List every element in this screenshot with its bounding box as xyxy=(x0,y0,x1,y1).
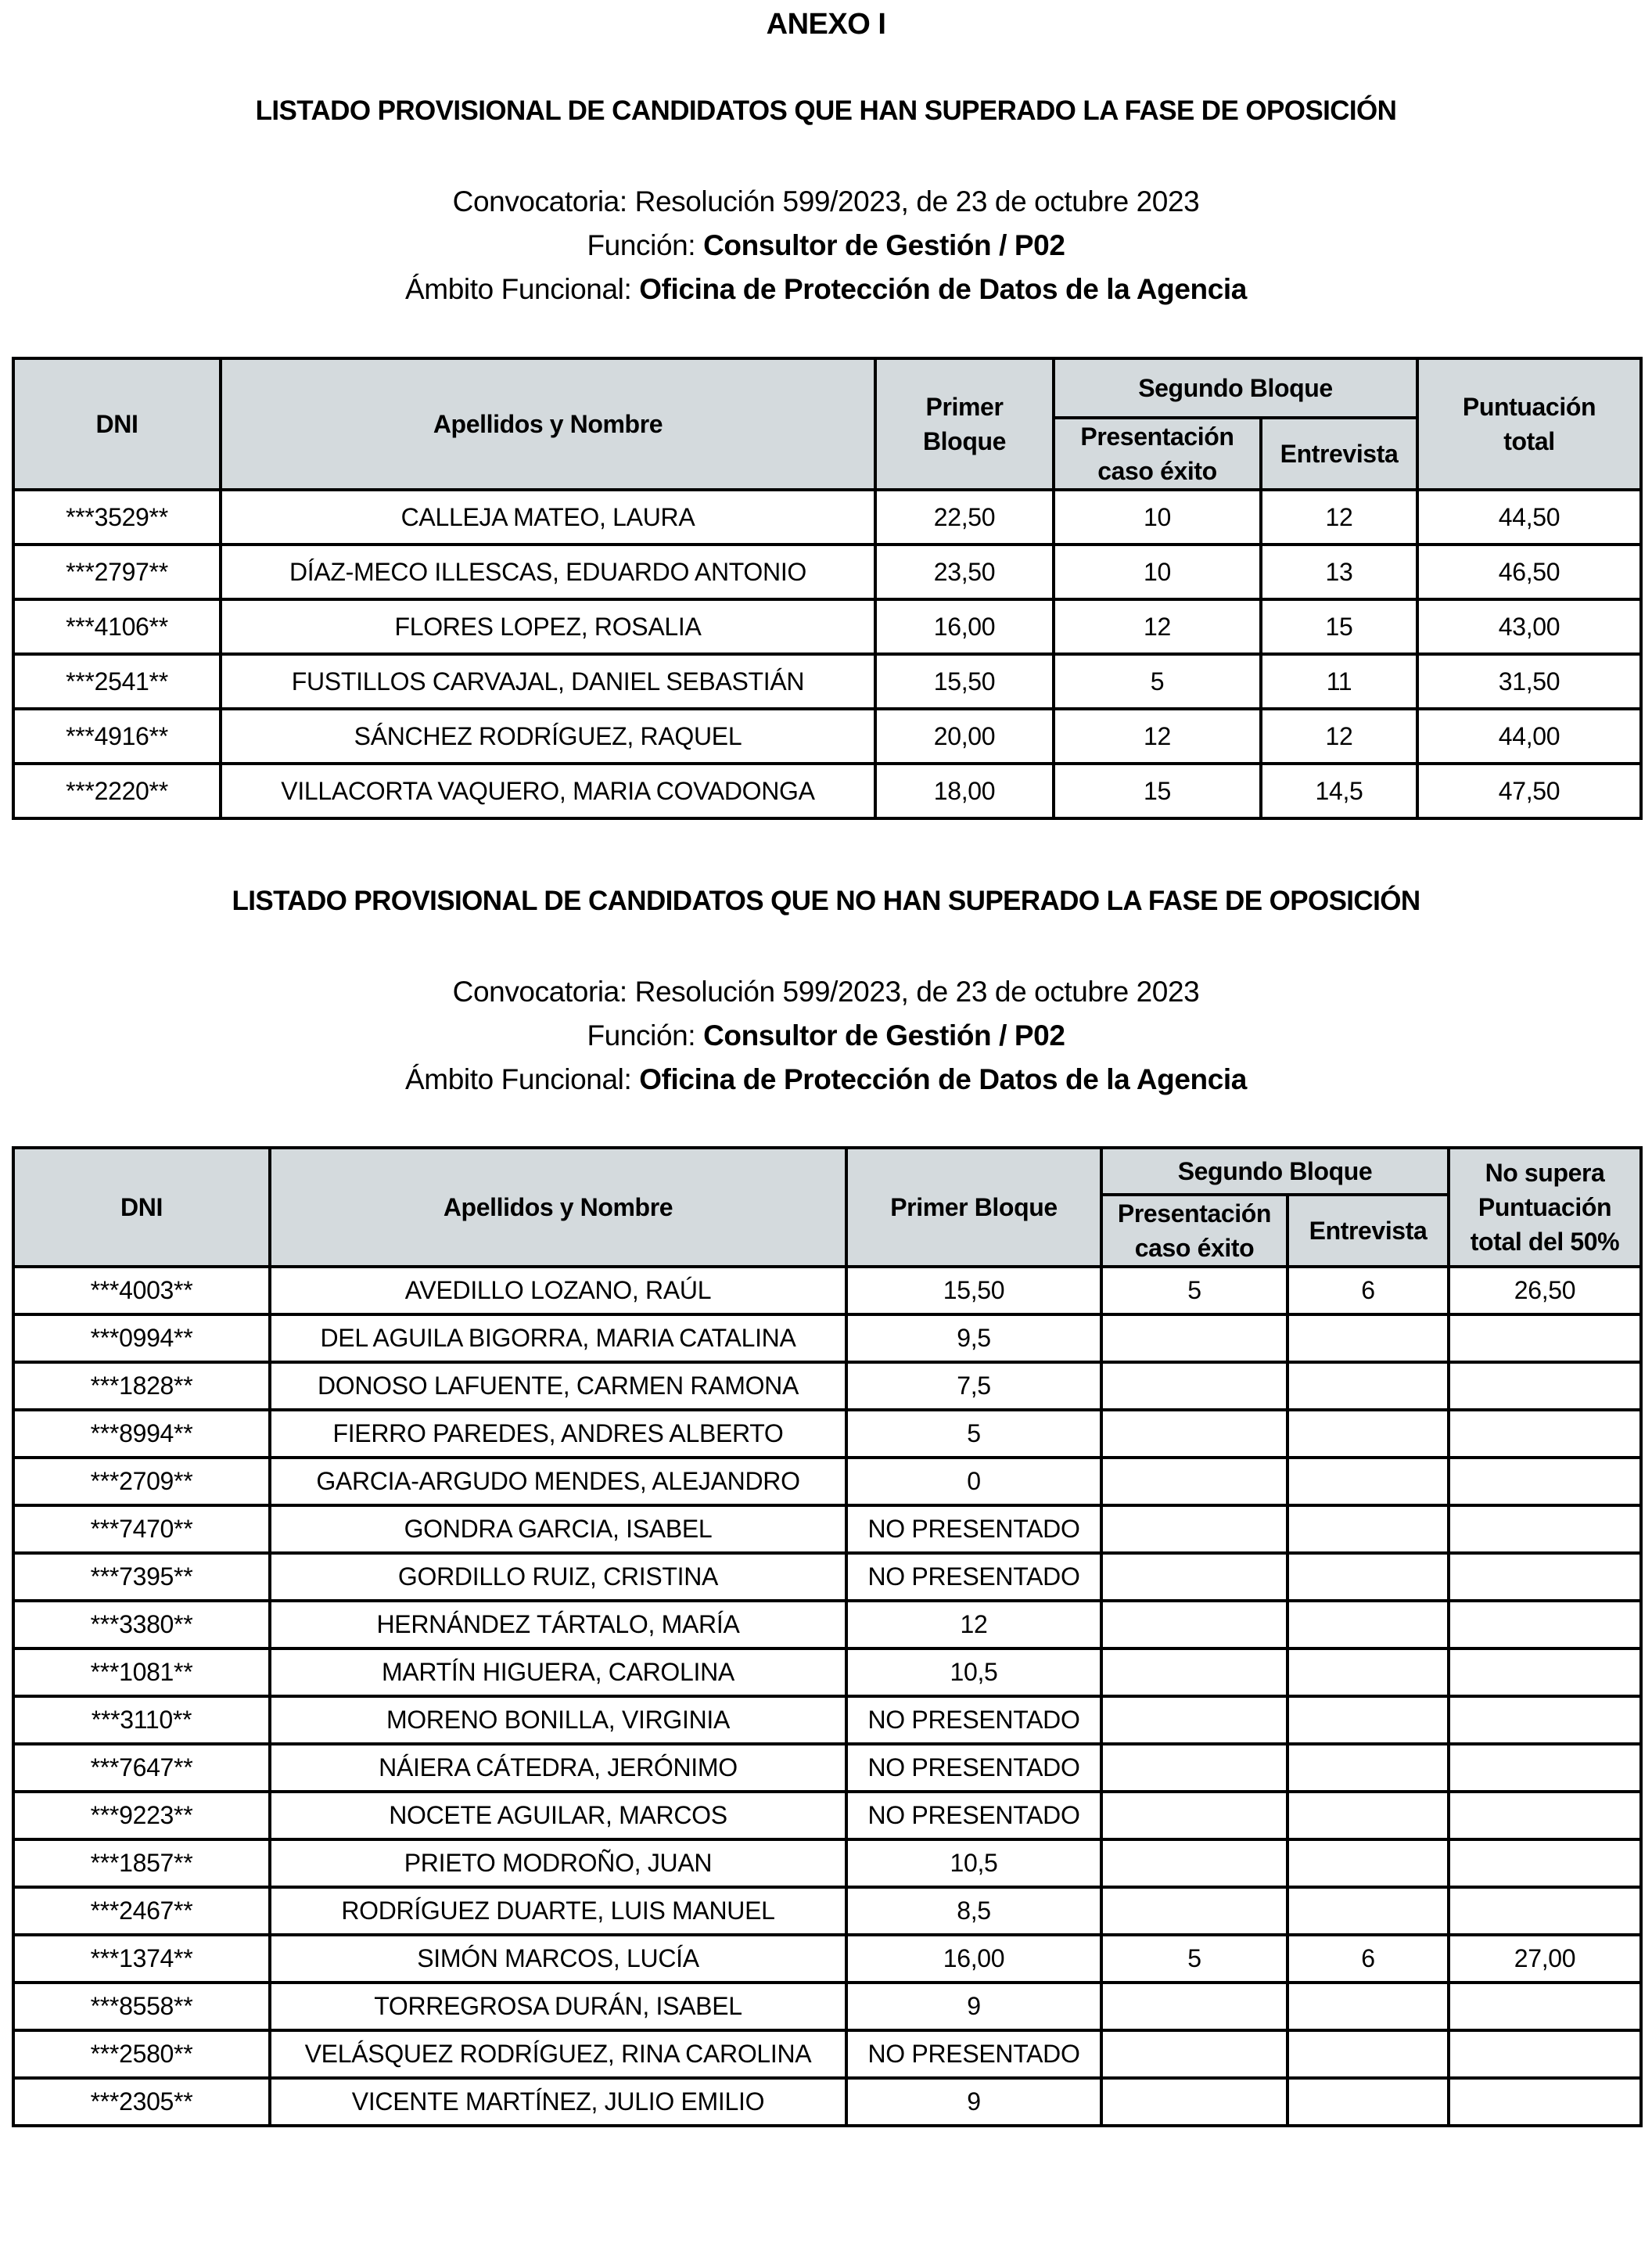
passed-candidates-table xyxy=(12,357,1643,820)
total-cell: 26,50 xyxy=(1449,1267,1641,1314)
primer-bloque-cell: NO PRESENTADO xyxy=(846,1744,1101,1792)
dni-cell: ***4916** xyxy=(13,709,221,764)
entrevista-cell: 12 xyxy=(1261,490,1417,545)
name-cell: VELÁSQUEZ RODRÍGUEZ, RINA CAROLINA xyxy=(270,2030,846,2078)
dni-cell: ***1857** xyxy=(13,1839,270,1887)
primer-bloque-cell: 9,5 xyxy=(846,1314,1101,1362)
entrevista-cell xyxy=(1287,1458,1449,1505)
entrevista-cell xyxy=(1287,1792,1449,1839)
header-no-supera-total: No supera Puntuación total del 50% xyxy=(1449,1148,1641,1267)
table-row xyxy=(13,1458,1641,1505)
primer-bloque-cell: 7,5 xyxy=(846,1362,1101,1410)
entrevista-cell xyxy=(1287,1505,1449,1553)
entrevista-cell xyxy=(1287,2030,1449,2078)
presentacion-cell: 5 xyxy=(1101,1267,1287,1314)
total-cell xyxy=(1449,1648,1641,1696)
total-cell: 27,00 xyxy=(1449,1935,1641,1983)
presentacion-cell xyxy=(1101,1983,1287,2030)
name-cell: CALLEJA MATEO, LAURA xyxy=(221,490,875,545)
entrevista-cell: 12 xyxy=(1261,709,1417,764)
primer-bloque-cell: 16,00 xyxy=(846,1935,1101,1983)
entrevista-cell: 14,5 xyxy=(1261,764,1417,818)
name-cell: GONDRA GARCIA, ISABEL xyxy=(270,1505,846,1553)
total-cell xyxy=(1449,1505,1641,1553)
entrevista-cell: 15 xyxy=(1261,599,1417,654)
presentacion-cell xyxy=(1101,1696,1287,1744)
entrevista-cell xyxy=(1287,1983,1449,2030)
dni-cell: ***0994** xyxy=(13,1314,270,1362)
dni-cell: ***9223** xyxy=(13,1792,270,1839)
dni-cell: ***2709** xyxy=(13,1458,270,1505)
dni-cell: ***3380** xyxy=(13,1601,270,1648)
header-presentacion: Presentación caso éxito xyxy=(1054,418,1261,490)
table-row xyxy=(13,1362,1641,1410)
primer-bloque-cell: NO PRESENTADO xyxy=(846,1505,1101,1553)
dni-cell: ***2305** xyxy=(13,2078,270,2126)
presentacion-cell xyxy=(1101,1314,1287,1362)
presentacion-cell: 10 xyxy=(1054,545,1261,599)
total-cell xyxy=(1449,1362,1641,1410)
name-cell: HERNÁNDEZ TÁRTALO, MARÍA xyxy=(270,1601,846,1648)
name-cell: GORDILLO RUIZ, CRISTINA xyxy=(270,1553,846,1601)
header-primer-bloque: Primer Bloque xyxy=(846,1148,1101,1267)
entrevista-cell xyxy=(1287,1362,1449,1410)
header-entrevista: Entrevista xyxy=(1287,1195,1449,1267)
total-cell xyxy=(1449,1601,1641,1648)
name-cell: FIERRO PAREDES, ANDRES ALBERTO xyxy=(270,1410,846,1458)
name-cell: VICENTE MARTÍNEZ, JULIO EMILIO xyxy=(270,2078,846,2126)
table-row xyxy=(13,1648,1641,1696)
funcion-line xyxy=(0,1014,1652,1058)
funcion-label: Función: xyxy=(587,1019,704,1052)
entrevista-cell xyxy=(1287,1601,1449,1648)
entrevista-cell xyxy=(1287,1314,1449,1362)
table-row xyxy=(13,1553,1641,1601)
primer-bloque-cell: 8,5 xyxy=(846,1887,1101,1935)
total-cell: 44,00 xyxy=(1417,709,1641,764)
primer-bloque-cell: 10,5 xyxy=(846,1648,1101,1696)
header-segundo-bloque: Segundo Bloque xyxy=(1054,358,1417,418)
convocatoria-line: Convocatoria: Resolución 599/2023, de 23 de octubre 2023 xyxy=(452,185,1200,218)
table-row xyxy=(13,654,1641,709)
presentacion-cell xyxy=(1101,1505,1287,1553)
name-cell: DÍAZ-MECO ILLESCAS, EDUARDO ANTONIO xyxy=(221,545,875,599)
primer-bloque-cell: 16,00 xyxy=(875,599,1054,654)
presentacion-cell xyxy=(1101,1553,1287,1601)
entrevista-cell: 11 xyxy=(1261,654,1417,709)
table-row xyxy=(13,599,1641,654)
section-1-meta xyxy=(0,180,1652,311)
total-cell xyxy=(1449,1553,1641,1601)
ambito-line xyxy=(0,1058,1652,1102)
table-row xyxy=(13,764,1641,818)
entrevista-cell: 13 xyxy=(1261,545,1417,599)
failed-candidates-table xyxy=(12,1146,1643,2127)
table-row xyxy=(13,1744,1641,1792)
name-cell: FLORES LOPEZ, ROSALIA xyxy=(221,599,875,654)
entrevista-cell xyxy=(1287,1410,1449,1458)
total-cell xyxy=(1449,1792,1641,1839)
presentacion-cell xyxy=(1101,1792,1287,1839)
total-cell xyxy=(1449,1458,1641,1505)
total-cell xyxy=(1449,1696,1641,1744)
name-cell: DEL AGUILA BIGORRA, MARIA CATALINA xyxy=(270,1314,846,1362)
name-cell: FUSTILLOS CARVAJAL, DANIEL SEBASTIÁN xyxy=(221,654,875,709)
header-segundo-bloque: Segundo Bloque xyxy=(1101,1148,1449,1195)
total-cell: 44,50 xyxy=(1417,490,1641,545)
table-row xyxy=(13,1887,1641,1935)
section-2-meta xyxy=(0,970,1652,1102)
table-row xyxy=(13,1696,1641,1744)
presentacion-cell: 10 xyxy=(1054,490,1261,545)
entrevista-cell: 6 xyxy=(1287,1267,1449,1314)
passed-candidates-body xyxy=(13,490,1641,818)
entrevista-cell: 6 xyxy=(1287,1935,1449,1983)
table-row xyxy=(13,2030,1641,2078)
entrevista-cell xyxy=(1287,1887,1449,1935)
entrevista-cell xyxy=(1287,1648,1449,1696)
primer-bloque-cell: 9 xyxy=(846,2078,1101,2126)
presentacion-cell xyxy=(1101,1744,1287,1792)
table-row xyxy=(13,1505,1641,1553)
name-cell: GARCIA-ARGUDO MENDES, ALEJANDRO xyxy=(270,1458,846,1505)
presentacion-cell xyxy=(1101,1648,1287,1696)
ambito-label: Ámbito Funcional: xyxy=(405,1063,640,1095)
total-cell: 43,00 xyxy=(1417,599,1641,654)
dni-cell: ***2467** xyxy=(13,1887,270,1935)
annex-title: ANEXO I xyxy=(766,8,886,41)
dni-cell: ***4003** xyxy=(13,1267,270,1314)
dni-cell: ***7647** xyxy=(13,1744,270,1792)
dni-cell: ***2541** xyxy=(13,654,221,709)
name-cell: NOCETE AGUILAR, MARCOS xyxy=(270,1792,846,1839)
dni-cell: ***2580** xyxy=(13,2030,270,2078)
section-2-title: LISTADO PROVISIONAL DE CANDIDATOS QUE NO HAN SUPERADO LA FASE DE OPOSICIÓN xyxy=(232,886,1420,916)
presentacion-cell xyxy=(1101,1839,1287,1887)
primer-bloque-cell: NO PRESENTADO xyxy=(846,1696,1101,1744)
dni-cell: ***8558** xyxy=(13,1983,270,2030)
primer-bloque-cell: 0 xyxy=(846,1458,1101,1505)
header-dni: DNI xyxy=(13,1148,270,1267)
primer-bloque-cell: 9 xyxy=(846,1983,1101,2030)
dni-cell: ***1081** xyxy=(13,1648,270,1696)
table-row xyxy=(13,2078,1641,2126)
header-primer-bloque: Primer Bloque xyxy=(875,358,1054,490)
table-row xyxy=(13,1410,1641,1458)
table-row xyxy=(13,545,1641,599)
table-row xyxy=(13,1267,1641,1314)
name-cell: PRIETO MODROÑO, JUAN xyxy=(270,1839,846,1887)
presentacion-cell xyxy=(1101,2078,1287,2126)
header-presentacion: Presentación caso éxito xyxy=(1101,1195,1287,1267)
total-cell xyxy=(1449,1314,1641,1362)
table-row xyxy=(13,1983,1641,2030)
total-cell xyxy=(1449,1983,1641,2030)
primer-bloque-cell: 15,50 xyxy=(846,1267,1101,1314)
total-cell xyxy=(1449,1839,1641,1887)
primer-bloque-cell: 15,50 xyxy=(875,654,1054,709)
dni-cell: ***8994** xyxy=(13,1410,270,1458)
primer-bloque-cell: 5 xyxy=(846,1410,1101,1458)
dni-cell: ***2220** xyxy=(13,764,221,818)
total-cell xyxy=(1449,1744,1641,1792)
presentacion-cell xyxy=(1101,2030,1287,2078)
total-cell: 46,50 xyxy=(1417,545,1641,599)
primer-bloque-cell: NO PRESENTADO xyxy=(846,1792,1101,1839)
presentacion-cell xyxy=(1101,1410,1287,1458)
name-cell: VILLACORTA VAQUERO, MARIA COVADONGA xyxy=(221,764,875,818)
primer-bloque-cell: 23,50 xyxy=(875,545,1054,599)
entrevista-cell xyxy=(1287,1839,1449,1887)
primer-bloque-cell: 10,5 xyxy=(846,1839,1101,1887)
table-row xyxy=(13,1839,1641,1887)
funcion-line xyxy=(0,224,1652,268)
primer-bloque-cell: NO PRESENTADO xyxy=(846,2030,1101,2078)
section-1-title: LISTADO PROVISIONAL DE CANDIDATOS QUE HAN SUPERADO LA FASE DE OPOSICIÓN xyxy=(255,95,1397,126)
dni-cell: ***2797** xyxy=(13,545,221,599)
name-cell: MORENO BONILLA, VIRGINIA xyxy=(270,1696,846,1744)
dni-cell: ***3529** xyxy=(13,490,221,545)
failed-candidates-body xyxy=(13,1267,1641,2126)
funcion-value: Consultor de Gestión / P02 xyxy=(703,1019,1065,1052)
dni-cell: ***7395** xyxy=(13,1553,270,1601)
total-cell xyxy=(1449,2078,1641,2126)
table-row xyxy=(13,709,1641,764)
header-nombre: Apellidos y Nombre xyxy=(270,1148,846,1267)
header-dni: DNI xyxy=(13,358,221,490)
presentacion-cell: 12 xyxy=(1054,599,1261,654)
ambito-line xyxy=(0,268,1652,311)
primer-bloque-cell: 20,00 xyxy=(875,709,1054,764)
total-cell: 31,50 xyxy=(1417,654,1641,709)
total-cell xyxy=(1449,1410,1641,1458)
table-row xyxy=(13,1314,1641,1362)
table-row xyxy=(13,1792,1641,1839)
name-cell: SÁNCHEZ RODRÍGUEZ, RAQUEL xyxy=(221,709,875,764)
presentacion-cell xyxy=(1101,1458,1287,1505)
name-cell: MARTÍN HIGUERA, CAROLINA xyxy=(270,1648,846,1696)
entrevista-cell xyxy=(1287,1744,1449,1792)
name-cell: SIMÓN MARCOS, LUCÍA xyxy=(270,1935,846,1983)
header-nombre: Apellidos y Nombre xyxy=(221,358,875,490)
name-cell: AVEDILLO LOZANO, RAÚL xyxy=(270,1267,846,1314)
presentacion-cell xyxy=(1101,1887,1287,1935)
funcion-label: Función: xyxy=(587,229,704,261)
total-cell xyxy=(1449,1887,1641,1935)
presentacion-cell: 15 xyxy=(1054,764,1261,818)
table-row xyxy=(13,1935,1641,1983)
entrevista-cell xyxy=(1287,2078,1449,2126)
name-cell: TORREGROSA DURÁN, ISABEL xyxy=(270,1983,846,2030)
presentacion-cell: 5 xyxy=(1101,1935,1287,1983)
presentacion-cell: 12 xyxy=(1054,709,1261,764)
total-cell xyxy=(1449,2030,1641,2078)
header-puntuacion-total: Puntuación total xyxy=(1417,358,1641,490)
name-cell: RODRÍGUEZ DUARTE, LUIS MANUEL xyxy=(270,1887,846,1935)
presentacion-cell: 5 xyxy=(1054,654,1261,709)
ambito-label: Ámbito Funcional: xyxy=(405,273,640,305)
table-row xyxy=(13,490,1641,545)
total-cell: 47,50 xyxy=(1417,764,1641,818)
primer-bloque-cell: 12 xyxy=(846,1601,1101,1648)
header-entrevista: Entrevista xyxy=(1261,418,1417,490)
funcion-value: Consultor de Gestión / P02 xyxy=(703,229,1065,261)
convocatoria-line: Convocatoria: Resolución 599/2023, de 23 de octubre 2023 xyxy=(452,976,1200,1008)
primer-bloque-cell: 18,00 xyxy=(875,764,1054,818)
primer-bloque-cell: NO PRESENTADO xyxy=(846,1553,1101,1601)
name-cell: NÁIERA CÁTEDRA, JERÓNIMO xyxy=(270,1744,846,1792)
dni-cell: ***3110** xyxy=(13,1696,270,1744)
dni-cell: ***7470** xyxy=(13,1505,270,1553)
ambito-value: Oficina de Protección de Datos de la Agencia xyxy=(639,1063,1247,1095)
ambito-value: Oficina de Protección de Datos de la Agencia xyxy=(639,273,1247,305)
dni-cell: ***4106** xyxy=(13,599,221,654)
entrevista-cell xyxy=(1287,1553,1449,1601)
presentacion-cell xyxy=(1101,1601,1287,1648)
entrevista-cell xyxy=(1287,1696,1449,1744)
presentacion-cell xyxy=(1101,1362,1287,1410)
dni-cell: ***1828** xyxy=(13,1362,270,1410)
name-cell: DONOSO LAFUENTE, CARMEN RAMONA xyxy=(270,1362,846,1410)
dni-cell: ***1374** xyxy=(13,1935,270,1983)
primer-bloque-cell: 22,50 xyxy=(875,490,1054,545)
table-row xyxy=(13,1601,1641,1648)
